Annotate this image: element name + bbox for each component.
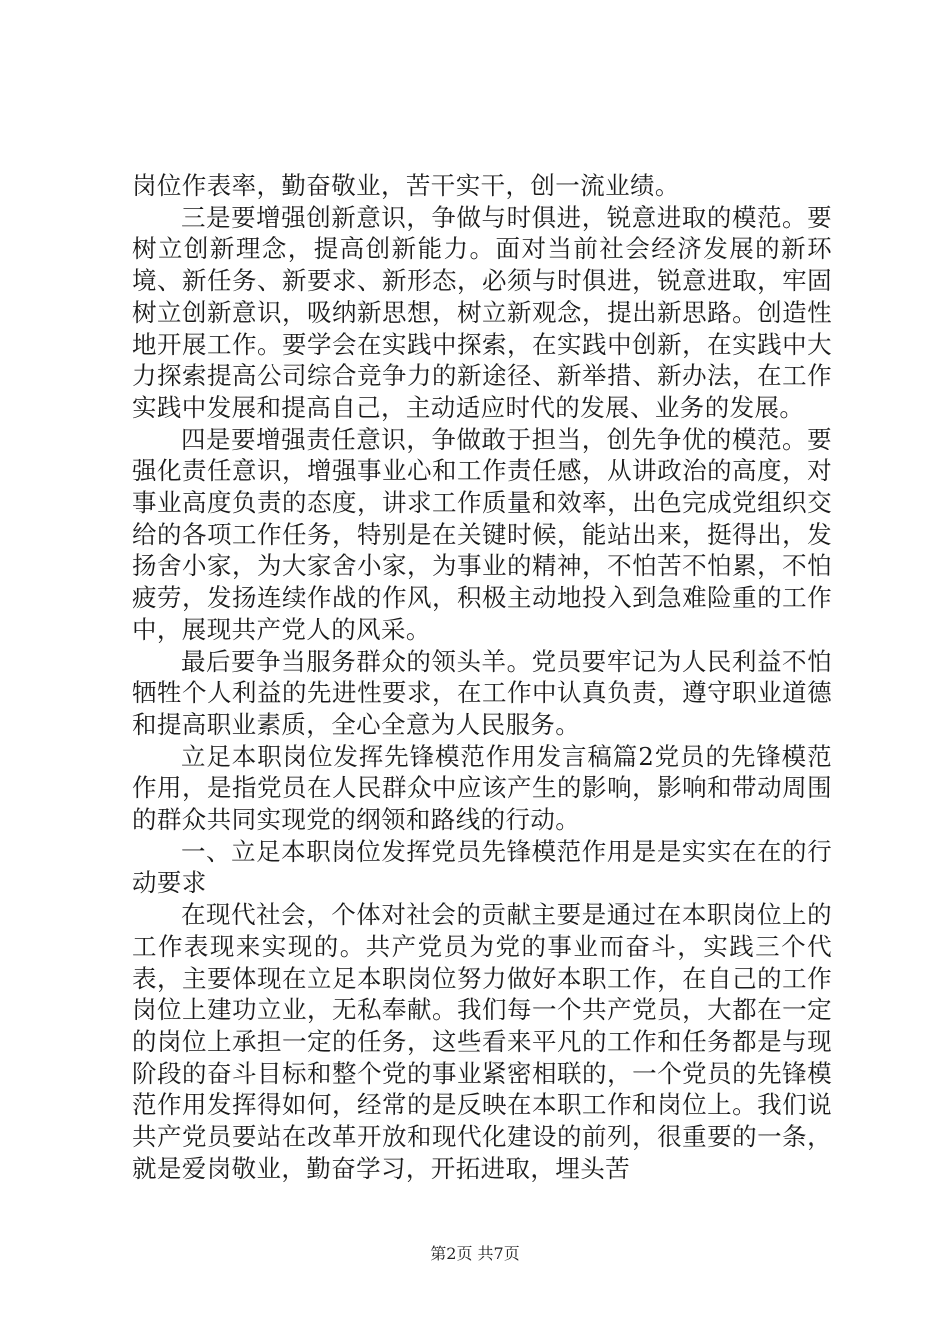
paragraph-innovation: 三是要增强创新意识，争做与时俱进，锐意进取的模范。要树立创新理念，提高创新能力。面对当前社会经济发展的新环境、新任务、新要求、新形态，必须与时俱进，锐意进取，牢固树立创新意识，吸纳新思想，树立新观念，提出新思路。创造性地开展工作。要学会在实践中探索，在实践中创新，在实践中大力探索提高公司综合竞争力的新途径、新举措、新办法，在工作实践中发展和提高自己，主动适应时代的发展、业务的发展。	[132, 202, 832, 422]
paragraph-responsibility: 四是要增强责任意识，争做敢于担当，创先争优的模范。要强化责任意识，增强事业心和工作责任感，从讲政治的高度，对事业高度负责的态度，讲求工作质量和效率，出色完成党组织交给的各项工作任务，特别是在关键时候，能站出来，挺得出，发扬舍小家，为大家舍小家，为事业的精神，不怕苦不怕累，不怕疲劳，发扬连续作战的作风，积极主动地投入到急难险重的工作中，展现共产党人的风采。	[132, 424, 832, 644]
paragraph-modern-society: 在现代社会，个体对社会的贡献主要是通过在本职岗位上的工作表现来实现的。共产党员为党的事业而奋斗，实践三个代表，主要体现在立足本职岗位努力做好本职工作，在自己的工作岗位上建功立业，无私奉献。我们每一个共产党员，大都在一定的岗位上承担一定的任务，这些看来平凡的工作和任务都是与现阶段的奋斗目标和整个党的事业紧密相联的，一个党员的先锋模范作用发挥得如何，经常的是反映在本职工作和岗位上。我们说共产党员要站在改革开放和现代化建设的前列，很重要的一条，就是爱岗敬业，勤奋学习，开拓进取，埋头苦	[132, 900, 832, 1183]
document-body	[132, 170, 832, 1185]
paragraph-speech-2-intro: 立足本职岗位发挥先锋模范作用发言稿篇2党员的先锋模范作用，是指党员在人民群众中应该产生的影响，影响和带动周围的群众共同实现党的纲领和路线的行动。	[132, 741, 832, 835]
paragraph-continuation: 岗位作表率，勤奋敬业，苦干实干，创一流业绩。	[132, 171, 680, 200]
page-footer: 第2页 共7页	[430, 1244, 520, 1263]
section-heading-1: 一、立足本职岗位发挥党员先锋模范作用是是实实在在的行动要求	[132, 836, 832, 898]
paragraph-serve-masses: 最后要争当服务群众的领头羊。党员要牢记为人民利益不怕牺牲个人利益的先进性要求，在工作中认真负责，遵守职业道德和提高职业素质，全心全意为人民服务。	[132, 646, 832, 739]
